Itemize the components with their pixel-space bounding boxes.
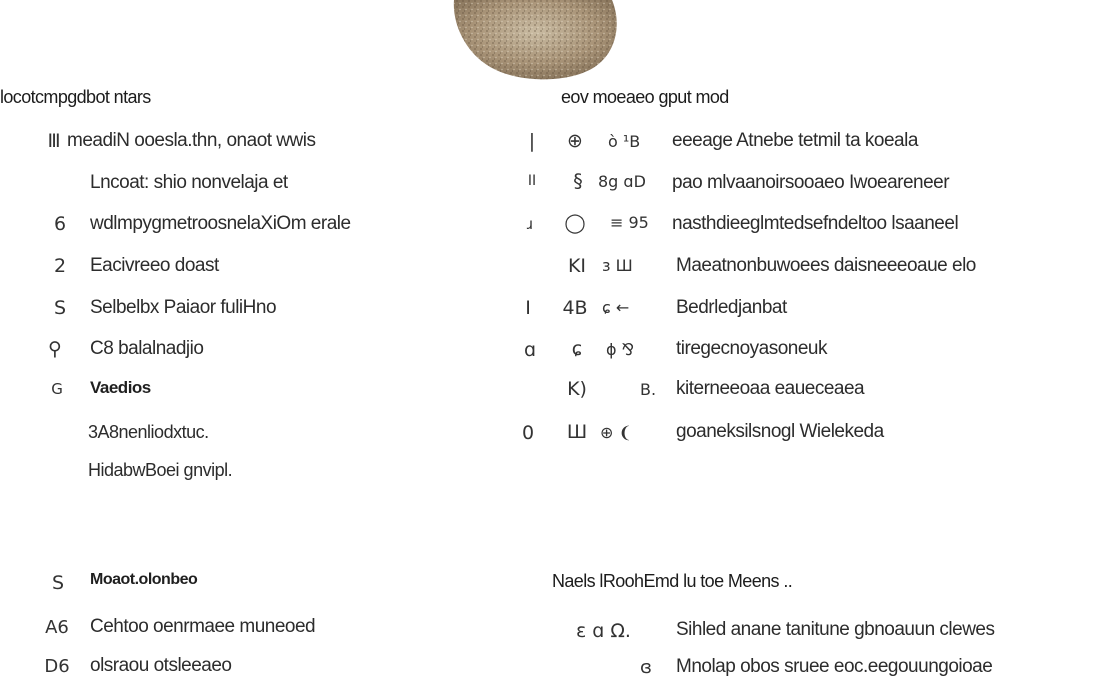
bottom-right-label[interactable]: Mnolap obos sruee eoc.eegouungoioae	[676, 656, 993, 677]
left-item-icon: 2	[53, 255, 67, 277]
right-item-label[interactable]: pao mlvaanoirsooaeo Iwoeareneer	[672, 172, 950, 193]
row-type-icon: ɕ	[571, 338, 583, 360]
row-marker-icon: Ⅰ	[525, 297, 531, 319]
row-type-icon: ◯	[564, 212, 586, 234]
right-item-label[interactable]: eeeage Atnebe tetmil ta koeala	[672, 130, 918, 151]
row-status-icon: ɜ Ш	[602, 256, 633, 275]
user-icon: ⚲	[48, 338, 62, 360]
left-panel-heading: locotcmpgdbot ntars	[0, 87, 151, 107]
bottom-item-number: D6	[44, 656, 70, 677]
row-status-icon: ≡ 95	[610, 213, 649, 232]
row-type-icon: KI	[567, 255, 587, 277]
left-item-label[interactable]: Selbelbx Paiaor fuliHno	[90, 297, 277, 318]
left-item-icon: 6	[53, 213, 67, 235]
right-item-label[interactable]: goaneksilsnogl Wielekeda	[676, 421, 884, 442]
left-item-label[interactable]: 3A8nenliodxtuc.	[88, 422, 209, 442]
right-item-label[interactable]: kiterneeoaa eaueceaea	[676, 378, 865, 399]
left-item-label[interactable]: meadiN ooesla.thn, onaot wwis	[67, 130, 316, 151]
bottom-item-label[interactable]: Moaot.olonbeo	[90, 571, 198, 588]
left-item-label[interactable]: HidabwBoei gnvipl.	[88, 460, 233, 480]
row-type-icon: ⊕	[567, 130, 583, 152]
bottom-right-heading: Naels lRoohEmd lu toe Meens ..	[552, 571, 793, 591]
row-status-icon: B.	[640, 380, 657, 399]
left-item-icon: Ⅲ	[47, 130, 61, 152]
right-panel-heading: eov moeaeo gput mod	[561, 87, 729, 107]
row-marker-icon: ɑ	[523, 339, 537, 361]
left-item-icon: S	[53, 297, 67, 319]
left-item-label[interactable]: Lncoat: shio nonvelaja et	[90, 172, 288, 193]
row-status-icon: 8g ɑD	[598, 172, 646, 191]
row-marker-icon: II	[527, 173, 537, 189]
row-type-icon: Ш	[566, 421, 588, 443]
row-marker-icon: 0	[521, 422, 535, 444]
row-status-icon: ⊕ ❨	[600, 423, 632, 442]
row-marker-icon: |	[528, 130, 536, 152]
left-item-label[interactable]: C8 balalnadjio	[90, 338, 204, 359]
left-item-label[interactable]: Vaedios	[90, 378, 151, 397]
left-item-label[interactable]: Eacivreeo doast	[90, 255, 219, 276]
bottom-item-number: A6	[45, 617, 69, 638]
row-marker-icon: ɹ	[526, 215, 534, 233]
left-item-label[interactable]: wdlmpygmetroosnelaXiOm erale	[90, 213, 351, 234]
row-type-icon: K)	[567, 378, 587, 400]
right-item-label[interactable]: Bedrledjanbat	[676, 297, 787, 318]
bottom-right-icons: ɞ	[640, 657, 652, 678]
bottom-item-label[interactable]: Cehtoo oenrmaee muneoed	[90, 616, 316, 637]
row-status-icon: ɕ ←	[602, 298, 630, 317]
right-item-label[interactable]: Maeatnonbuwoees daisneeeoaue elo	[676, 255, 976, 276]
right-item-label[interactable]: tiregecnoyasoneuk	[676, 338, 827, 359]
right-item-label[interactable]: nasthdieeglmtedsefndeltoo lsaaneel	[672, 213, 959, 234]
bottom-item-number: S	[51, 572, 65, 594]
bottom-item-label[interactable]: olsraou otsleeaeo	[90, 655, 232, 676]
rock-image	[444, 0, 620, 84]
row-status-icon: ɸ ⅋	[606, 340, 635, 359]
bottom-right-label[interactable]: Sihled anane tanitune gbnoauun clewes	[676, 619, 995, 640]
row-status-icon: ò ¹B	[608, 132, 641, 151]
row-type-icon: 4B	[562, 297, 588, 319]
bottom-right-icons: ɛ ɑ Ω.	[576, 620, 631, 642]
left-item-icon: G	[51, 380, 63, 398]
row-type-icon: §	[573, 170, 583, 192]
